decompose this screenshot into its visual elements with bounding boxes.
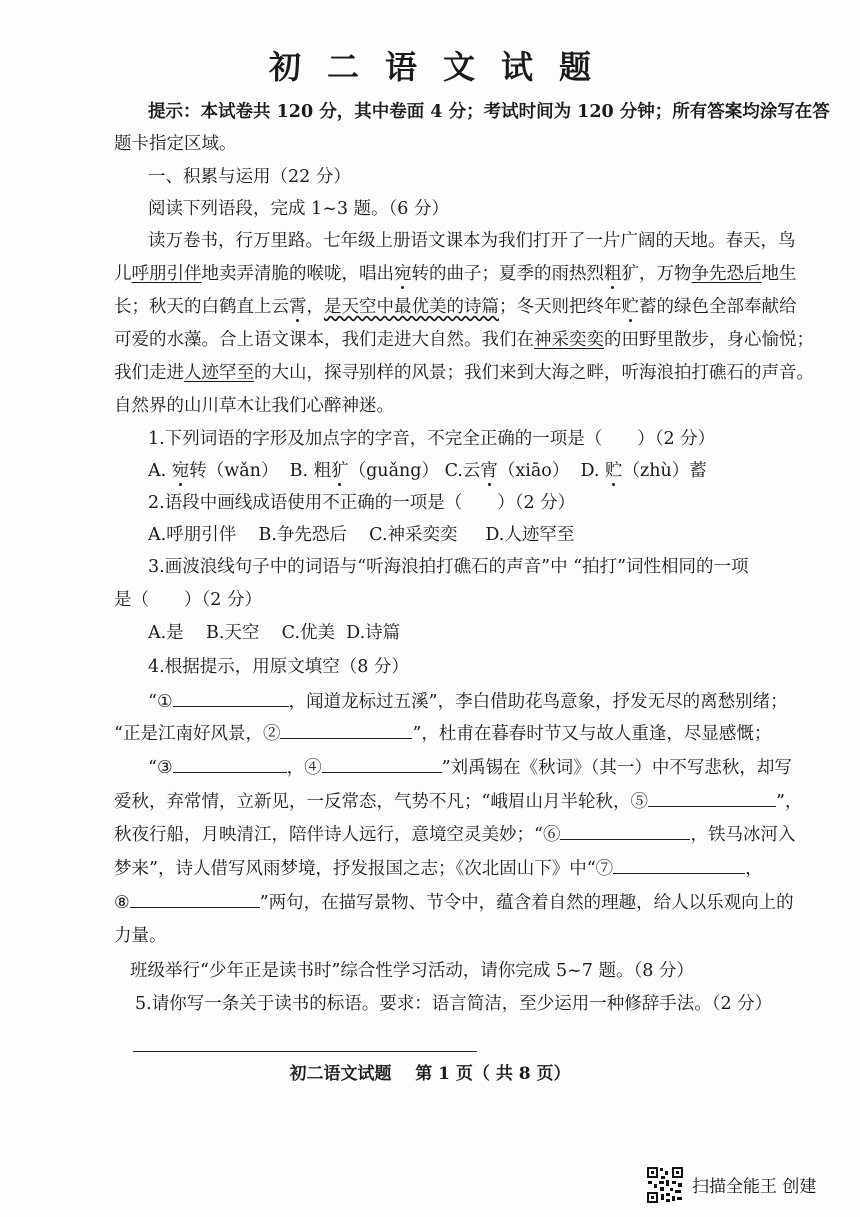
q4-row-7: ⑧ ”两句，在描写景物、节令中，蕴含着自然的理趣，给人以乐观向上的 bbox=[114, 893, 794, 913]
blank-8[interactable] bbox=[130, 891, 260, 908]
qr-code-icon bbox=[646, 1166, 684, 1204]
section-heading: 一、积累与运用（22 分） bbox=[148, 167, 351, 187]
idiom-renjihanzhi: 人迹罕至 bbox=[184, 363, 254, 383]
blank-3[interactable] bbox=[173, 756, 287, 773]
q4-row-5: 秋夜行船，月映清江，陪伴诗人远行，意境空灵美妙；“⑥ ，铁马冰河入 bbox=[114, 825, 796, 845]
q4-row-6: 梦来”，诗人借写风雨梦境，抒发报国之志；《次北固山下》中“⑦ ， bbox=[114, 859, 763, 879]
page-title: 初二语文试题 bbox=[268, 48, 617, 86]
q5-answer-line[interactable] bbox=[133, 1051, 477, 1052]
blank-5[interactable] bbox=[648, 790, 776, 807]
section-intro: 阅读下列语段，完成 1~3 题。（6 分） bbox=[148, 199, 450, 219]
idiom-hupengyinban: 呼朋引伴 bbox=[131, 264, 202, 284]
blank-6[interactable] bbox=[560, 823, 690, 840]
watermark-brand: 扫描全能王 创建 bbox=[692, 1177, 817, 1197]
q4-row-1: “① ，闻道龙标过五溪”，李白借助花鸟意象，抒发无尽的离愁别绪； bbox=[148, 692, 788, 712]
page-footer: 初二语文试题 第 1 页（ 共 8 页） bbox=[289, 1064, 571, 1084]
blank-4[interactable] bbox=[322, 756, 442, 773]
q3-options: A.是 B.天空 C.优美 D.诗篇 bbox=[148, 623, 401, 643]
passage-line-6: 自然界的山川草木让我们心醉神迷。 bbox=[114, 396, 394, 416]
q4-row-2: “正是江南好风景，② ”，杜甫在暮春时节又与故人重逢，尽显感慨； bbox=[114, 724, 772, 744]
activity-intro: 班级举行“少年正是读书时”综合性学习活动，请你完成 5~7 题。（8 分） bbox=[130, 961, 694, 981]
blank-2[interactable] bbox=[280, 722, 412, 739]
q3-stem-1: 3.画波浪线句子中的词语与“听海浪拍打礁石的声音”中 “拍打”词性相同的一项 bbox=[148, 557, 749, 577]
q3-stem-2: 是（ ）（2 分） bbox=[114, 590, 262, 610]
wavy-sentence: 是天空中最优美的诗篇 bbox=[324, 297, 499, 317]
q1-options: A. 宛转（wǎn） B. 粗犷（guǎng） C.云宵（xiāo） D. 贮（zhù）蓄 bbox=[148, 461, 707, 481]
passage-line-2: 儿呼朋引伴地卖弄清脆的喉咙，唱出宛转的曲子；夏季的雨热烈粗犷，万物争先恐后地生 bbox=[114, 264, 797, 284]
passage-line-5: 我们走进人迹罕至的大山，探寻别样的风景；我们来到大海之畔，听海浪拍打礁石的声音。 bbox=[114, 363, 814, 383]
blank-7[interactable] bbox=[613, 857, 745, 874]
q4-stem: 4.根据提示，用原文填空（8 分） bbox=[148, 657, 409, 677]
q4-row-8: 力量。 bbox=[114, 926, 167, 946]
notice-line-2: 题卡指定区域。 bbox=[114, 134, 237, 154]
passage-line-3: 长；秋天的白鹤直上云霄，是天空中最优美的诗篇；冬天则把终年贮蓄的绿色全部奉献给 bbox=[114, 297, 797, 317]
q5-stem: 5.请你写一条关于读书的标语。要求：语言简洁，至少运用一种修辞手法。（2 分） bbox=[135, 994, 773, 1014]
passage-line-4: 可爱的水藻。合上语文课本，我们走进大自然。我们在神采奕奕的田野里散步，身心愉悦； bbox=[114, 330, 814, 350]
passage-line-1: 读万卷书，行万里路。七年级上册语文课本为我们打开了一片广阔的天地。春天，鸟 bbox=[148, 231, 796, 251]
q1-stem: 1.下列词语的字形及加点字的字音，不完全正确的一项是（ ）（2 分） bbox=[148, 429, 716, 449]
blank-1[interactable] bbox=[173, 690, 289, 707]
idiom-shencaiyiyi: 神采奕奕 bbox=[534, 330, 604, 350]
notice-line-1: 提示：本试卷共 120 分，其中卷面 4 分；考试时间为 120 分钟；所有答案均涂写在答 bbox=[148, 102, 830, 122]
idiom-zhengxiankonghou: 争先恐后 bbox=[691, 264, 762, 284]
q4-row-4: 爱秋，弃常情，立新见，一反常态，气势不凡；“峨眉山月半轮秋，⑤ ”， bbox=[114, 792, 803, 812]
q4-row-3: “③ ，④ ”刘禹锡在《秋词》（其一）中不写悲秋，却写 bbox=[148, 758, 792, 778]
q2-stem: 2.语段中画线成语使用不正确的一项是（ ）（2 分） bbox=[148, 493, 576, 513]
q2-options: A.呼朋引伴 B.争先恐后 C.神采奕奕 D.人迹罕至 bbox=[148, 525, 575, 545]
